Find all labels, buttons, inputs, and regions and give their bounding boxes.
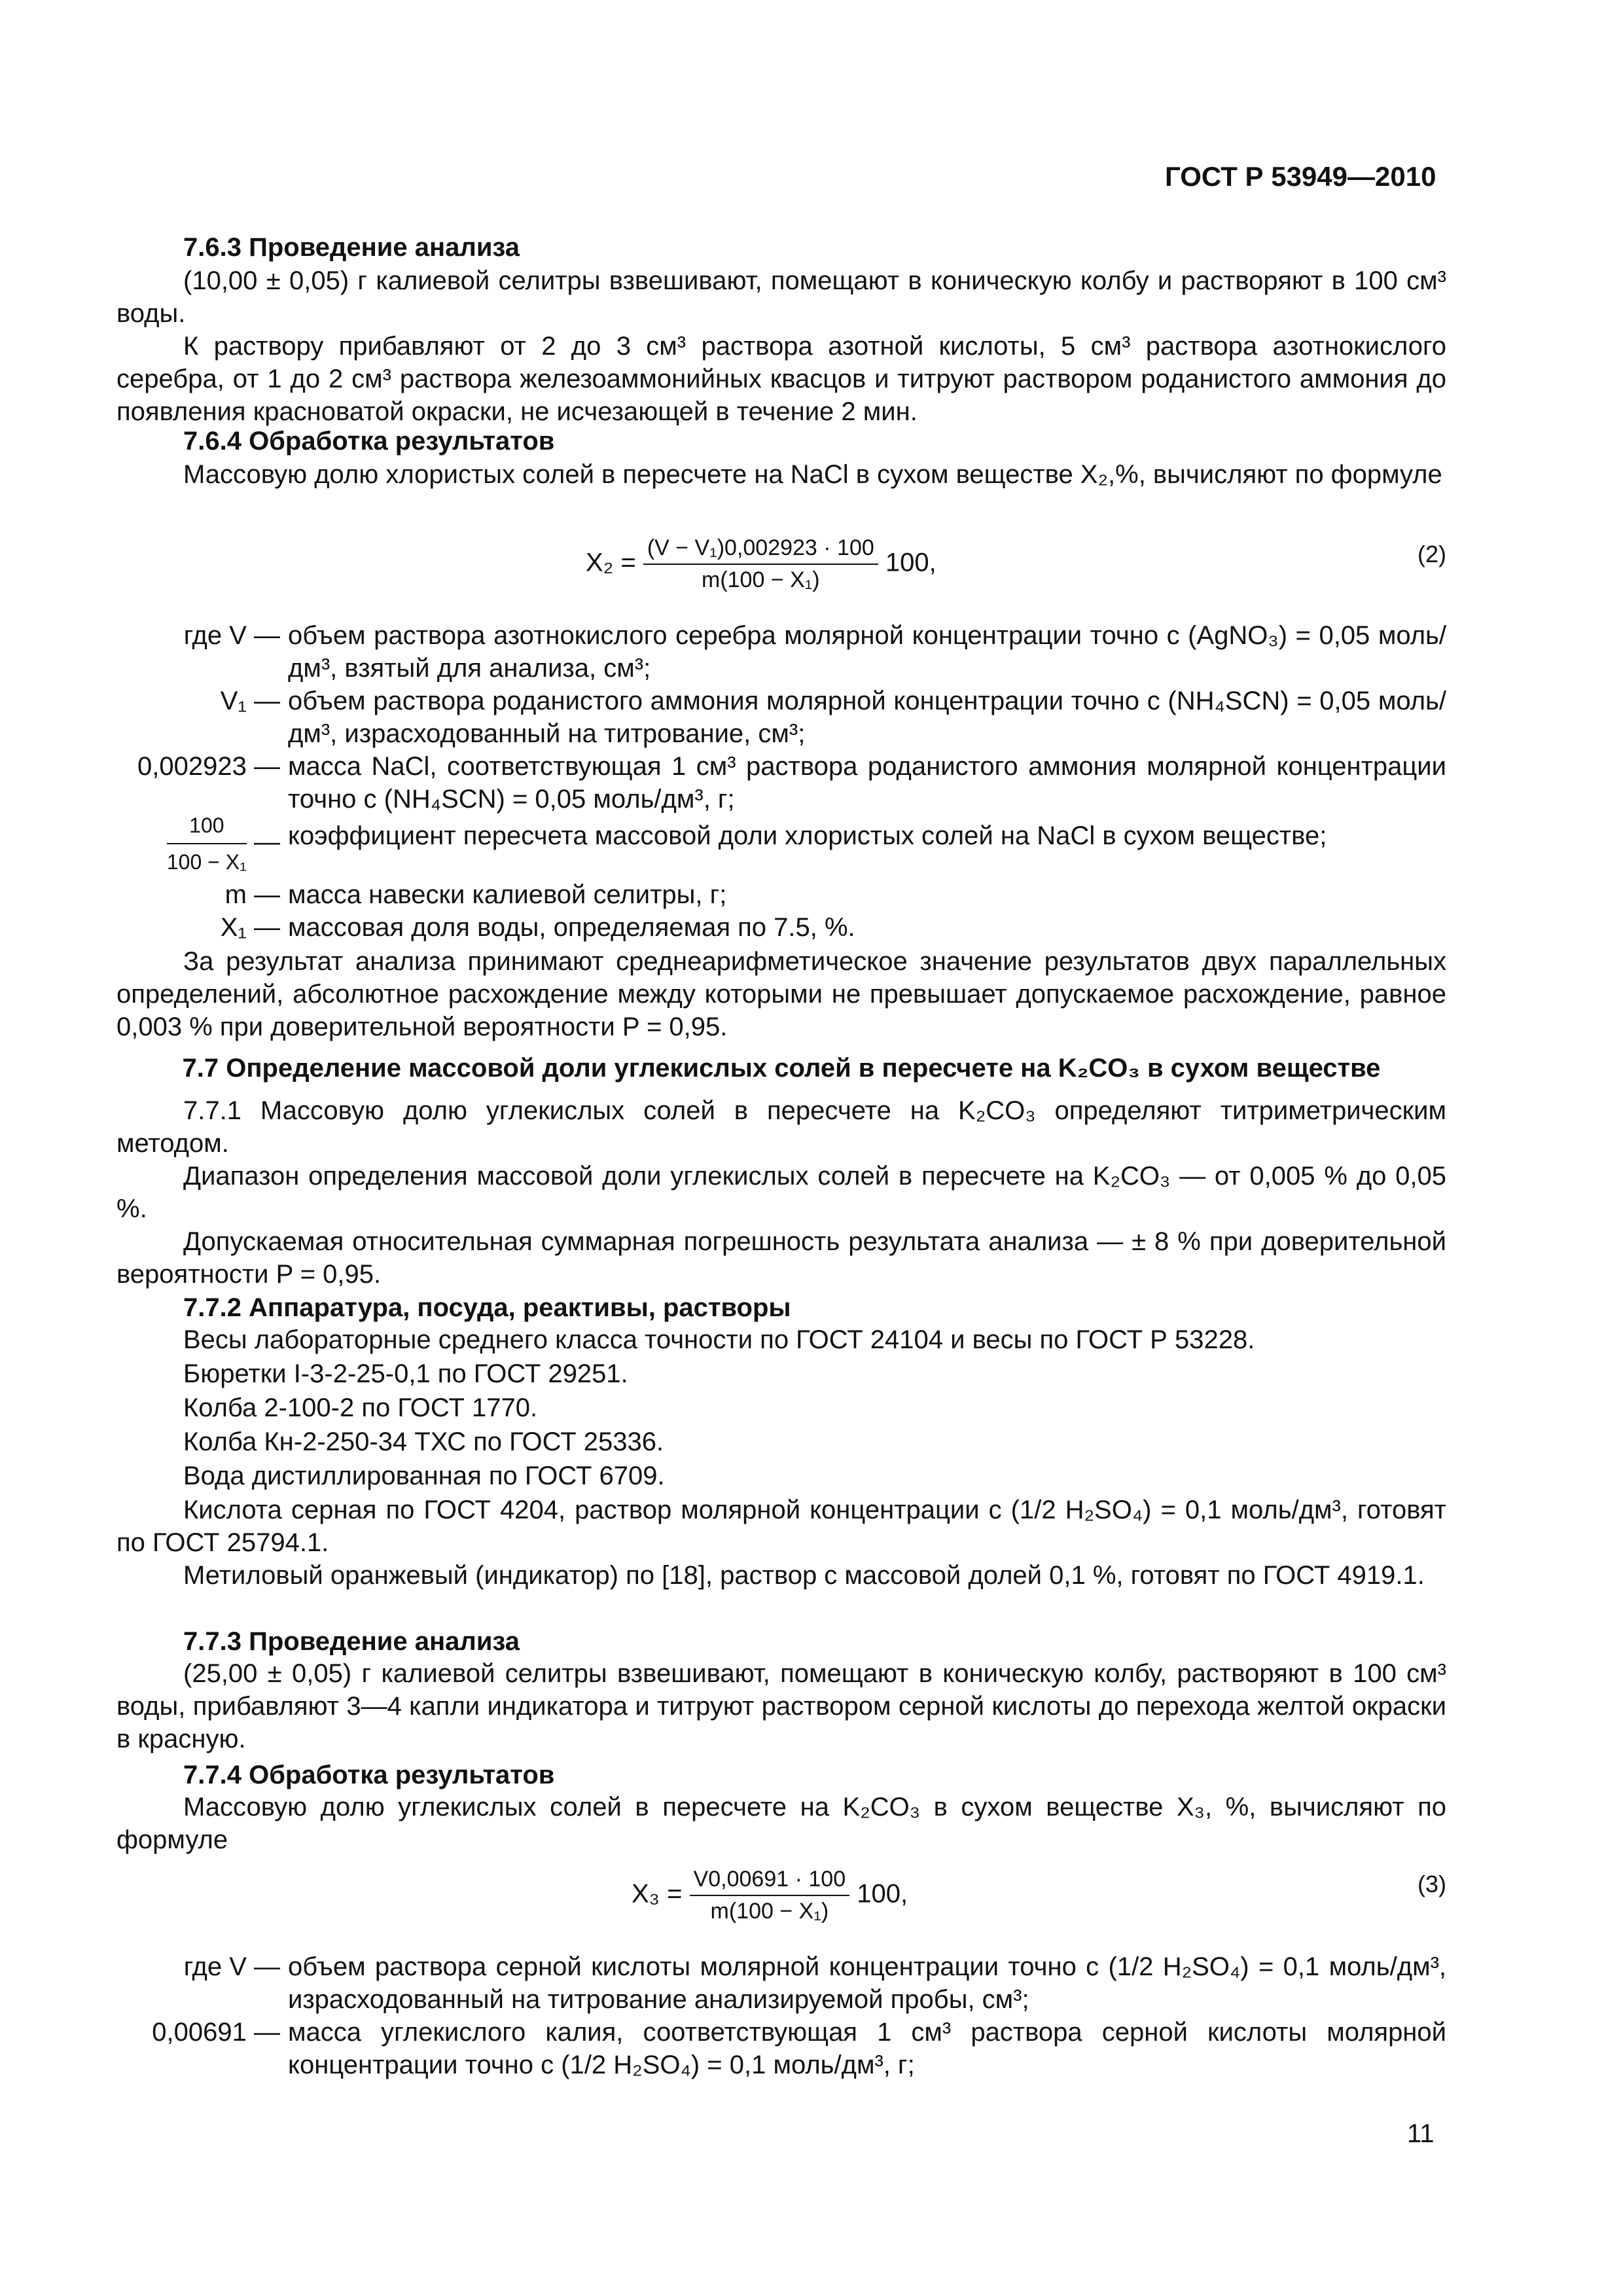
formula-3-number: (3) [1418,1871,1446,1897]
s772-indicator: Метиловый оранжевый (индикатор) по [18], раствор с массовой долей 0,1 %, готовят по ГОСТ 4919.1. [183,1561,1425,1590]
def-description: объем раствора азотнокислого серебра молярной концентрации точно c (AgNO₃) = 0,05 моль/дм³, взятый для анализа, см³; [288,621,1446,683]
formula-3-lhs: X₃ = [632,1879,683,1909]
coefficient-denominator: 100 − X₁ [166,850,247,874]
s77-paragraph-2: Диапазон определения массовой доли углекислых солей в пересчете на K₂CO₃ — от 0,005 % до 0,05 %. [116,1162,1446,1223]
standard-header: ГОСТ Р 53949—2010 [1165,161,1436,192]
coefficient-numerator: 100 [167,809,247,844]
s77-paragraph-1: 7.7.1 Массовую долю углекислых солей в пересчете на K₂CO₃ определяют титриметрическим методом. [116,1096,1446,1158]
formula-2 [586,535,936,593]
s772-acid: Кислота серная по ГОСТ 4204, раствор молярной концентрации c (1/2 H₂SO₄) = 0,1 моль/дм³, готовят по ГОСТ 25794.1. [116,1496,1446,1557]
def-term: m — [224,880,280,909]
coefficient-fraction [167,809,247,878]
equipment-item: Колба 2-100-2 по ГОСТ 1770. [183,1393,538,1422]
s763-paragraph-1: (10,00 ± 0,05) г калиевой селитры взвешивают, помещают в коническую колбу и растворяют в 100 см³ воды. [116,266,1446,328]
formula-2-denominator: m(100 − X₁) [702,567,820,592]
s764-intro: Массовую долю хлористых солей в пересчете на NaCl в сухом веществе X₂,%, вычисляют по формуле [183,460,1442,489]
equipment-item: Бюретки I-3-2-25-0,1 по ГОСТ 29251. [183,1359,628,1388]
section-7-6-3-title: 7.6.3 Проведение анализа [183,233,520,262]
def-term-fraction [98,809,280,874]
def-term: где V — [183,621,280,650]
def-term: X₁ — [220,913,280,942]
formula-2-lhs: X₂ = [586,548,636,577]
section-7-7-4-title: 7.7.4 Обработка результатов [183,1761,555,1789]
def-description: масса углекислого калия, соответствующая 1 см³ раствора серной кислоты молярной концентрации точно c (1/2 H₂SO₄) = 0,1 моль/дм³, г; [288,2018,1446,2079]
s764-result: За результат анализа принимают среднеарифметическое значение результатов двух параллельных определений, абсолютное расхождение между которыми не превышает допускаемое расхождение, равное 0,003 % при доверительной вероятности P = 0,95. [116,947,1446,1041]
def-dash: — [254,827,280,857]
section-7-6-4-title: 7.6.4 Обработка результатов [183,427,555,456]
s773-paragraph-1: (25,00 ± 0,05) г калиевой селитры взвешивают, помещают в коническую колбу, растворяют в 100 см³ воды, прибавляют 3—4 капли индикатора и титруют раствором серной кислоты до перехода желтой окраски в красную. [116,1659,1446,1753]
def-description: объем раствора роданистого аммония молярной концентрации точно c (NH₄SCN) = 0,05 моль/дм³, израсходованный на титрование, см³; [288,687,1446,748]
s77-paragraph-3: Допускаемая относительная суммарная погрешность результата анализа — ± 8 % при доверительной вероятности P = 0,95. [116,1227,1446,1289]
formula-3-denominator: m(100 − X₁) [710,1899,829,1924]
s763-paragraph-2: К раствору прибавляют от 2 до 3 см³ раствора азотной кислоты, 5 см³ раствора азотнокислого серебра, от 1 до 2 см³ раствора железоаммонийных квасцов и титруют раствором роданистого аммония до появления красноватой окраски, не исчезающей в течение 2 мин. [116,332,1446,426]
formula-2-tail: 100, [885,548,936,577]
def-description: коэффициент пересчета массовой доли хлористых солей на NaCl в сухом веществе; [288,821,1327,850]
def-description: масса NaCl, соответствующая 1 см³ раствора роданистого аммония молярной концентрации точно c (NH₄SCN) = 0,05 моль/дм³, г; [288,752,1446,814]
formula-2-fraction [643,535,878,593]
section-7-7-2-title: 7.7.2 Аппаратура, посуда, реактивы, растворы [183,1293,791,1322]
formula-3-tail: 100, [857,1879,908,1909]
formula-2-number: (2) [1418,541,1446,567]
equipment-item: Колба Кн-2-250-34 ТХС по ГОСТ 25336. [183,1427,664,1456]
section-7-7-title: 7.7 Определение массовой доли углекислых солей в пересчете на K₂CO₃ в сухом веществе [182,1054,1381,1083]
formula-3 [632,1867,908,1924]
page-number: 11 [1407,2119,1435,2148]
def-term: V₁ — [220,687,280,715]
def-term: где V — [183,1952,280,1981]
formula-2-numerator: (V − V₁)0,002923 · 100 [643,535,878,565]
section-7-7-3-title: 7.7.3 Проведение анализа [183,1627,520,1656]
equipment-item: Весы лабораторные среднего класса точности по ГОСТ 24104 и весы по ГОСТ Р 53228. [183,1325,1255,1354]
equipment-item: Вода дистиллированная по ГОСТ 6709. [183,1462,665,1490]
s774-intro: Массовую долю углекислых солей в пересчете на K₂CO₃ в сухом веществе X₃, %, вычисляют по формуле [116,1793,1446,1854]
formula-3-fraction [690,1867,850,1924]
def-description: объем раствора серной кислоты молярной концентрации точно c (1/2 H₂SO₄) = 0,1 моль/дм³, израсходованный на титрование анализируемой пробы, см³; [288,1952,1446,2014]
def-description: массовая доля воды, определяемая по 7.5, %. [288,913,855,942]
def-description: масса навески калиевой селитры, г; [288,880,727,909]
def-term: 0,002923 — [137,752,280,781]
def-term: 0,00691 — [152,2018,280,2047]
formula-3-numerator: V0,00691 · 100 [690,1867,850,1896]
